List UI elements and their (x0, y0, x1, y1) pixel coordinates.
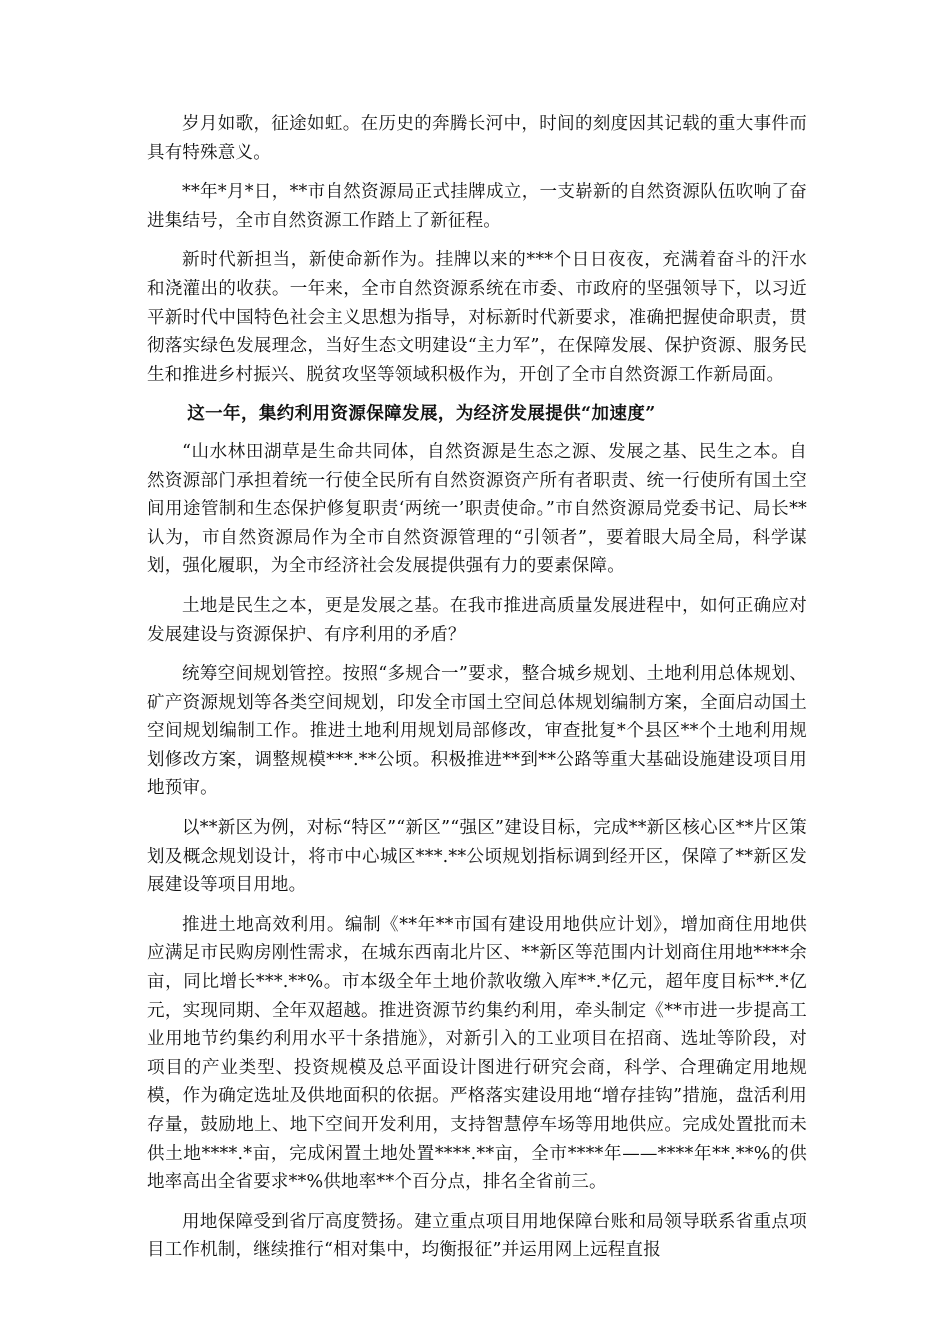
paragraph-land-guarantee: 用地保障受到省厅高度赞扬。建立重点项目用地保障台账和局领导联系省重点项目工作机制，继续推行“相对集中，均衡报征”并运用网上远程直报 (147, 1211, 807, 1261)
paragraph-quote: “山水林田湖草是生命共同体，自然资源是生态之源、发展之基、民生之本。自然资源部门承担着统一行使全民所有自然资源资产所有者职责、统一行使所有国土空间用途管制和生态保护修复职责‘两统一’职责使命。”市自然资源局党委书记、局长**认为，市自然资源局作为全市自然资源管理的“引领者”，要着眼大局全局，科学谋划，强化履职，为全市经济社会发展提供强有力的要素保障。 (147, 441, 807, 577)
paragraph-opening: 岁月如歌，征途如虹。在历史的奔腾长河中，时间的刻度因其记载的重大事件而具有特殊意义。 (147, 114, 807, 163)
paragraph-land-efficiency: 推进土地高效利用。编制《**年**市国有建设用地供应计划》，增加商住用地供应满足市民购房刚性需求，在城东西南北片区、**新区等范围内计划商住用地****余亩，同比增长***.**%。市本级全年土地价款收缴入库**.*亿元，超年度目标**.*亿元，实现同期、全年双超越。推进资源节约集约利用，牵头制定《**市进一步提高工业用地节约集约利用水平十条措施》，对新引入的工业项目在招商、选址等阶段，对项目的产业类型、投资规模及总平面设计图进行研究会商，科学、合理确定用地规模，作为确定选址及供地面积的依据。严格落实建设用地“增存挂钩”措施，盘活利用存量，鼓励地上、地下空间开发利用，支持智慧停车场等用地供应。完成处置批而未供土地****.*亩，完成闲置土地处置****.**亩，全市****年——****年**.**%的供地率高出全省要求**%供地率**个百分点，排名全省前三。 (147, 914, 807, 1193)
document-body (147, 110, 807, 1276)
paragraph-founding: **年*月*日，**市自然资源局正式挂牌成立，一支崭新的自然资源队伍吹响了奋进集结号，全市自然资源工作踏上了新征程。 (147, 182, 807, 231)
paragraph-land-question: 土地是民生之本，更是发展之基。在我市推进高质量发展进程中，如何正确应对发展建设与资源保护、有序利用的矛盾？ (147, 595, 807, 645)
section-heading: 这一年，集约利用资源保障发展，为经济发展提供“加速度” (187, 404, 656, 425)
paragraph-new-district: 以**新区为例，对标“特区”“新区”“强区”建设目标，完成**新区核心区**片区策划及概念规划设计，将市中心城区***.**公顷规划指标调到经开区，保障了**新区发展建设等项目用地。 (147, 818, 807, 896)
paragraph-new-era: 新时代新担当，新使命新作为。挂牌以来的***个日日夜夜，充满着奋斗的汗水和浇灌出的收获。一年来，全市自然资源系统在市委、市政府的坚强领导下，以习近平新时代中国特色社会主义思想为指导，对标新时代新要求，准确把握使命职责，贯彻落实绿色发展理念，当好生态文明建设“主力军”，在保障发展、保护资源、服务民生和推进乡村振兴、脱贫攻坚等领域积极作为，开创了全市自然资源工作新局面。 (147, 250, 807, 385)
paragraph-spatial-planning: 统筹空间规划管控。按照“多规合一”要求，整合城乡规划、土地利用总体规划、矿产资源规划等各类空间规划，印发全市国土空间总体规划编制方案，全面启动国土空间规划编制工作。推进土地利用规划局部修改，审查批复*个县区**个土地利用规划修改方案，调整规模***.**公顷。积极推进**到**公路等重大基础设施建设项目用地预审。 (147, 664, 807, 799)
